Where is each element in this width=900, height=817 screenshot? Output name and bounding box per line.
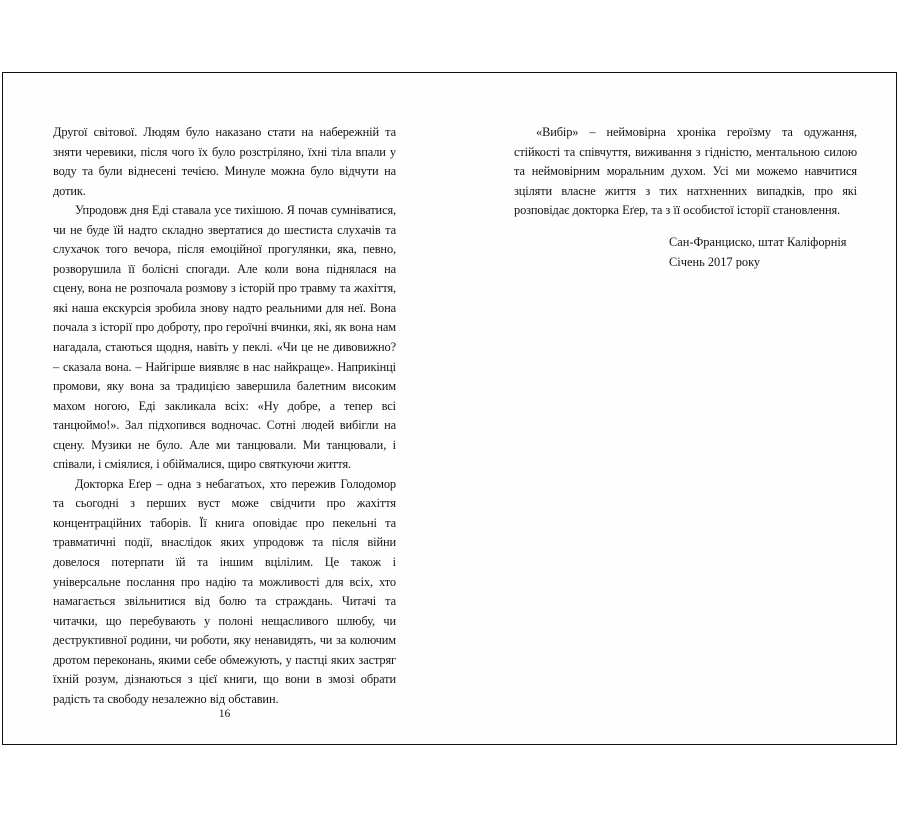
book-page-spread xyxy=(2,72,897,745)
paragraph-2: Упродовж дня Еді ставала усе тихішою. Я почав сумніватися, чи не буде їй надто складно звертатися до шестиста слухачів та слухачок того вечора, після емоційної прогулянки, яка, певно, розворушила її болісні спогади. Але коли вона піднялася на сцену, вона не розпочала розмову з історій про травму та жахіття, які наша екскурсія зробила знову надто реальними для неї. Вона почала з історії про доброту, про героїчні вчинки, які, як вона нам нагадала, стаються щодня, навіть у пеклі. «Чи це не дивовижно? – сказала вона. – Найгірше виявляє в нас найкраще». Наприкінці промови, яку вона за традицією завершила балетним високим махом ногою, Еді закликала всіх: «Ну добре, а тепер всі танцюймо!». Зал підхопився водночас. Сотні людей вибігли на сцену. Музики не було. Але ми танцювали. Ми танцювали, і співали, і сміялися, і обіймалися, щиро святкуючи життя. xyxy=(53,203,396,472)
paragraph-1: Другої світової. Людям було наказано стати на набережній та зняти черевики, після чого їх було розстріляно, їхні тіла впали у воду та були віднесені течією. Минуле можна було відчути на дотик. xyxy=(53,125,396,198)
signature-date: Січень 2017 року xyxy=(669,254,761,269)
right-page xyxy=(450,73,898,744)
left-page xyxy=(3,73,450,744)
paragraph-4: «Вибір» – неймовірна хроніка героїзму та одужання, стійкості та співчуття, виживання з гідністю, ментальною силою та неймовірним моральним духом. Усі ми можемо навчитися зціляти власне життя з тих натхненних випадків, про які розповідає докторка Еґер, та з її особистої історії становлення. xyxy=(514,125,857,218)
left-page-text-column xyxy=(53,123,396,709)
right-page-text-column xyxy=(514,123,857,221)
paragraph-3: Докторка Еґер – одна з небагатьох, хто пережив Голодомор та сьогодні з перших вуст може свідчити про жахіття концентраційних таборів. Її книга оповідає про пекельні та травматичні події, внаслідок яких упродовж та після війни довелося потерпати їй та іншим вцілілим. Це також і універсальне послання про надію та можливості для всіх, хто намагається звільнитися від болю та страждань. Читачі та читачки, що перебувають у полоні нещасливого шлюбу, чи деструктивної родини, чи роботи, яку ненавидять, чи за колючим дротом переконань, якими себе обмежують, у пастці яких застряг їхній розум, дізнаються з цієї книги, що вони в змозі обрати радість та свободу незалежно від обставин. xyxy=(53,476,396,706)
page-number: 16 xyxy=(218,707,231,720)
signature-block xyxy=(669,233,869,272)
signature-location: Сан-Франциско, штат Каліфорнія xyxy=(669,235,847,249)
